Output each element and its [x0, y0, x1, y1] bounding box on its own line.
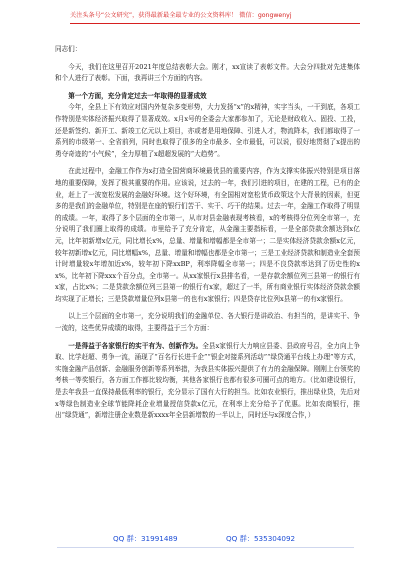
- header-banner: [70, 10, 360, 22]
- paragraph-achievements: 今年，全县上下有效应对国内外复杂多变形势，大力发扬“x”的x精神，实字当头，一干到底，各项工作特别是实体经济振兴取得了显著成效。x月x号的全委会大家都参加了，无论是财政收入、固投、工投，还是新签约、新开工、新竣工亿元以上项目，亦或者是用地保障、引进人才，物流降本，我们都取得了一系列的市级第一、全省前列，同时也取得了很多的全市最多、全市最低，可以说，很好地贯彻了x提出的勇夺奇迹的“小气候”，全力厚植了x超超发展的“大趋势”。: [55, 103, 360, 158]
- qq-group-link-2[interactable]: QQ 群：535304092: [226, 534, 296, 543]
- paragraph-summary: 以上三个层面的全市第一，充分说明我们的金融单位、各大银行是讲政治、有担当的，是讲实干、争一流的，这些优异成绩的取得，主要得益于三个方面：: [55, 312, 360, 333]
- paragraph-banks-text: [55, 342, 360, 420]
- paragraph-banks: [55, 341, 360, 422]
- paragraph-banks-lead: 一是得益于各家银行的实干有为、创新作为。: [68, 341, 203, 350]
- banner-divider: [70, 23, 360, 24]
- salutation: 同志们：: [55, 45, 82, 53]
- qq-group-link-1[interactable]: QQ 群：31991489: [113, 534, 178, 543]
- banner-text: 关注头条号“公文研究”，获得最新最全最专业的公文资料库！ 微信：gongwenyj: [70, 12, 292, 19]
- footer-divider: [57, 547, 354, 548]
- paragraph-finance: 在此过程中，金融工作作为x打造全国营商环境最优县的重要内容，作为支撑实体振兴特别是项目落地的重要保障，发挥了极其重要的作用。应该说，过去的一年，我们引进的项目，在建的工程，已有的企业，赶上了一波宽松发展的金融好环境。这个好环境，有全国相对宽松货币政策这个大背景的因素，但更多的是我们的金融单位，特别是在座的银行们苦干、实干、巧干的结果。过去一年，金融工作取得了明显的成绩。一年，取得了多个层面的全市第一，从市对县金融表现考核看，x的考核得分位列全市第一，充分说明了我们圈上取得的成绩。市里给予了充分肯定，从金融主要指标看，一是全部贷款余额达到x亿元，比年初新增x亿元，同比增长x%，总量、增量和增幅都是全市第一；二是实体经济贷款余额x亿元，较年初新增x亿元，同比增幅x%，总量、增量和增幅也都是全市第一；三是工业经济贷款和制造业全套预计时增量较x年增加近x%，较年初下降xxBP，利率降幅全市第一；四是不良贷款率达到了历史性的xx%，比年初下降xxx个百分点，全市第一。从xx家银行x县排名看，一是存款余额位列三县第一的银行有x家，占比x%；二是贷款余额位列三县第一的银行有x家，超过了一半，所有商业银行实体经济贷款余额均实现了正增长；三是贷款增量位列x县第一的也有x家银行；四是贷存比位列x县第一的有x家银行。: [55, 167, 360, 303]
- section-heading-1: 第一个方面，充分肯定过去一年取得的显著成效: [68, 91, 207, 100]
- footer-contacts: [0, 532, 408, 546]
- paragraph-intro: 今天，我们在这里召开2021年度总结表彰大会。刚才，xx宣读了表彰文件。大会分四批对先进集体和个人进行了表彰。下面，我再讲三个方面的内容。: [55, 62, 360, 83]
- paragraph-banks-rest: 全县x家银行大力响应县委、县政府号召，全力向上争取、比学赶超、勇争一流，涌现了“百名行长进千企”“银企对接系列活动”“绿贷通平台线上办理”等方式，实施金融产品创新、金融服务创新等系列举措，为我县实体振兴提供了有力的金融保障。刚刚上台领奖的考核一等奖银行，各方面工作都比较均衡，其他各家银行也都有很多可圈可点的地方。（比如建设银行，是去年我县一直保持最低利率的银行，充分显示了国有大行的担当。比如农业银行，推出绿业贷，先后对x等绿色制造业全球节能降耗企业增量授信贷款x亿元，在利率上充分给予了优惠。比如农商银行，推出“绿贷通”，新增注册企业数是新xxxx年全县新增数的一半以上，同时还与x深度合作，）: [55, 341, 361, 420]
- document-body: [55, 44, 360, 422]
